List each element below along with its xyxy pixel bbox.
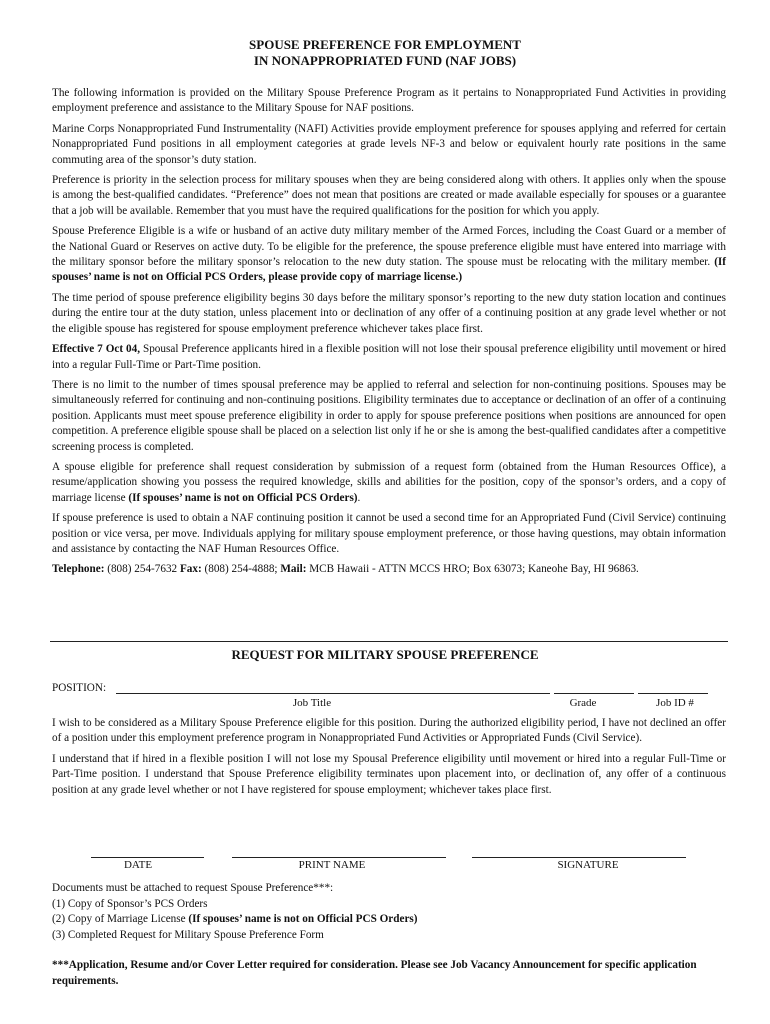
document-item-2 xyxy=(52,912,726,928)
documents-intro: Documents must be attached to request Spouse Preference***: xyxy=(52,882,334,894)
fax-number: (808) 254-4888; xyxy=(201,563,281,576)
contact-line xyxy=(52,562,726,577)
request-end: . xyxy=(357,491,361,504)
form-title: REQUEST FOR MILITARY SPOUSE PREFERENCE xyxy=(231,647,539,662)
paragraph-effective xyxy=(52,342,726,373)
eligible-text: Spouse Preference Eligible is a wife or husband of an active duty military member of the Armed Forces, including the Coast Guard or a member of the National Guard or Reserves on active duty. To be eligible for the preference, the spouse preference eligible must have entered into marriage with the military sponsor before the military sponsor’s relocation to the new duty station. The spouse must be relocating with the military member. xyxy=(52,225,726,269)
signature-label: SIGNATURE xyxy=(557,859,619,871)
required-documents xyxy=(52,881,726,943)
date-field[interactable] xyxy=(91,857,204,858)
signature-field[interactable] xyxy=(472,857,686,858)
job-title-field[interactable] xyxy=(116,693,550,694)
footnote: ***Application, Resume and/or Cover Letter required for consideration. Please see Job Vacancy Announcement for specific application requirements. xyxy=(52,959,697,987)
title-line-1: SPOUSE PREFERENCE FOR EMPLOYMENT xyxy=(249,37,521,52)
paragraph-intro: The following information is provided on the Military Spouse Preference Program as it pertains to Nonappropriated Fund Activities in providing employment preference and assistance to the Military Spouse for NAF positions. xyxy=(52,87,726,115)
paragraph-preference: Preference is priority in the selection process for military spouses when they are being considered along with others. It applies only when the spouse is among the best-qualified candidates. “Preference” does not mean that positions are created or made available especially for spouses or a guarantee that a job will be available. Remember that you must have the required qualifications for the position for which you apply. xyxy=(52,174,726,217)
info-section xyxy=(52,86,726,583)
document-item-2-text: (2) Copy of Marriage License xyxy=(52,913,189,926)
print-name-label: PRINT NAME xyxy=(298,859,366,871)
paragraph-time-period: The time period of spouse preference eligibility begins 30 days before the military sponsor’s reporting to the new duty station location and continues during the entire tour at the duty station, unless placement into or declination of any offer of a continuing position at any grade level whether or not the eligible spouse has registered for spouse employment preference whichever takes place first. xyxy=(52,291,726,335)
paragraph-naf-continuing: If spouse preference is used to obtain a NAF continuing position it cannot be used a second time for an Appropriated Fund (Civil Service) continuing position or vice versa, per move. Individuals applying for military spouse employment preference, or those having questions, may obtain information and assistance by contacting the NAF Human Resources Office. xyxy=(52,512,726,555)
position-label: POSITION: xyxy=(52,682,107,694)
paragraph-request xyxy=(52,460,726,506)
job-id-field[interactable] xyxy=(638,693,708,694)
telephone-number: (808) 254-7632 xyxy=(104,563,180,576)
grade-label: Grade xyxy=(569,697,597,709)
paragraph-nafi: Marine Corps Nonappropriated Fund Instrumentality (NAFI) Activities provide employment preference for spouses applying and referred for certain Nonappropriated Fund positions in all employment categories at grade levels NF-3 and below or equivalent hourly rate positions in the same commuting area of the sponsor’s duty station. xyxy=(52,122,726,166)
document-item-1: (1) Copy of Sponsor’s PCS Orders xyxy=(52,897,208,910)
paragraph-eligible xyxy=(52,224,726,286)
job-id-label: Job ID # xyxy=(656,697,694,709)
document-title xyxy=(0,37,770,69)
telephone-label: Telephone: xyxy=(52,563,105,576)
section-divider xyxy=(50,641,728,642)
statement-flexible: I understand that if hired in a flexible position I will not lose my Spousal Preference eligibility until movement or hired into a regular Full-Time or Part-Time position. I understand that Spouse Preference eligibility terminates upon placement into, or declination of, any offer of a continuous position at any grade level whether or not I have registered for spouse employment; whichever takes place first. xyxy=(52,752,726,796)
fax-label: Fax: xyxy=(179,563,202,576)
mail-label: Mail: xyxy=(280,563,307,576)
position-row xyxy=(52,681,732,697)
effective-date: Effective 7 Oct 04, xyxy=(52,343,141,356)
eligible-note: (If spouses’ name is not on Official PCS Orders, please provide copy of marriage license.) xyxy=(52,256,726,284)
statement-eligibility: I wish to be considered as a Military Spouse Preference eligible for this position. During the authorized eligibility period, I have not declined an offer of a position under this employment preference program in Nonappropriated Fund Activities or Appropriated Funds (Civil Service). xyxy=(52,717,726,745)
print-name-field[interactable] xyxy=(232,857,446,858)
document-item-2-note: (If spouses’ name is not on Official PCS Orders) xyxy=(188,913,418,926)
paragraph-limit: There is no limit to the number of times spousal preference may be applied to referral and selection for non-continuing positions. Spouses may be simultaneously referred for continuing and non-continuing positions. Eligibility terminates due to acceptance or declination of an offer of a continuing position. Applicants must meet spouse preference eligibility in order to apply for spouse preference positions when positions are announced for open competition. A preference eligible spouse shall be placed on a selection list only if he or she is among the best-qualified candidates after a competitive screening process is completed. xyxy=(52,378,726,453)
form-statements xyxy=(52,716,726,803)
date-label: DATE xyxy=(123,859,153,871)
request-text: A spouse eligible for preference shall request consideration by submission of a request form (obtained from the Human Resources Office), a resume/application showing you possess the required knowledge, skills and abilities for the position, copy of the sponsor’s orders, and a copy of marriage license xyxy=(52,460,726,504)
document-item-3: (3) Completed Request for Military Spouse Preference Form xyxy=(52,928,324,941)
title-line-2: IN NONAPPROPRIATED FUND (NAF JOBS) xyxy=(253,53,517,68)
effective-text: Spousal Preference applicants hired in a flexible position will not lose their spousal preference eligibility until movement or hired into a regular Full-Time or Part-Time position. xyxy=(52,343,726,371)
mail-address: MCB Hawaii - ATTN MCCS HRO; Box 63073; Kaneohe Bay, HI 96863. xyxy=(306,563,639,576)
grade-field[interactable] xyxy=(554,693,634,694)
job-title-label: Job Title xyxy=(292,697,332,709)
request-note: (If spouses’ name is not on Official PCS Orders) xyxy=(128,491,358,504)
